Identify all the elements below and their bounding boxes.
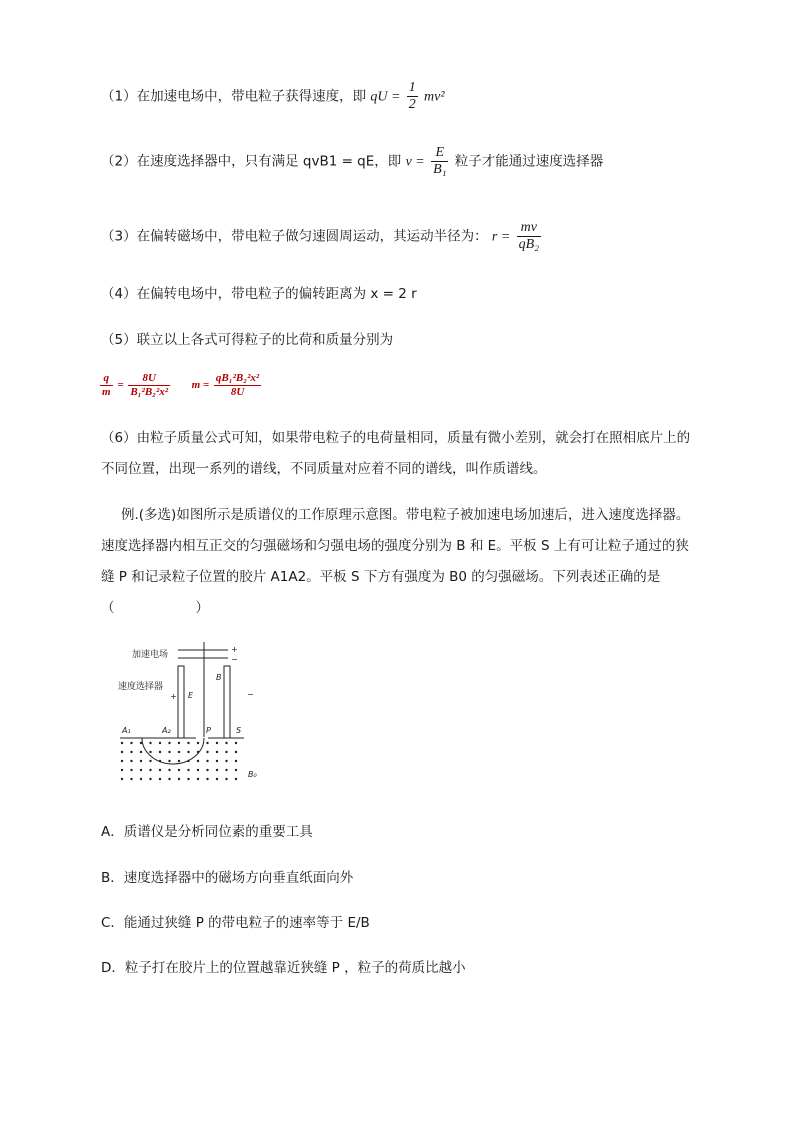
field-dot [130, 778, 132, 780]
step-3-frac-num: mv [517, 220, 541, 237]
step-2-fraction [431, 145, 448, 178]
field-dot [225, 778, 227, 780]
field-dot [149, 742, 151, 744]
step-4 [101, 284, 417, 304]
option-b-text: B．速度选择器中的磁场方向垂直纸面向外 [101, 870, 354, 886]
field-dot [121, 742, 123, 744]
step-2 [101, 145, 603, 178]
field-dot [159, 742, 161, 744]
label-accel-field: 加速电场 [132, 650, 169, 660]
step-1-text: （1）在加速电场中，带电粒子获得速度，即 [101, 88, 367, 105]
step-1 [101, 80, 445, 113]
label-S: S [236, 726, 242, 735]
field-dot [216, 778, 218, 780]
step-3-text: （3）在偏转磁场中，带电粒子做匀速圆周运动，其运动半径为： [101, 228, 488, 245]
field-dot [159, 778, 161, 780]
ratio-result-den: B₁²B₂²x² [130, 386, 169, 398]
field-dot [178, 769, 180, 771]
example-text: 例.(多选)如图所示是质谱仪的工作原理示意图。带电粒子被加速电场加速后，进入速度选择器。速度选择器内相互正交的匀强磁场和匀强电场的强度分别为 B 和 E。平板 S 上有可让粒子通过的狭缝 P 和记录粒子位置的胶片 A1A2。平板 S 下方有强度为 B0 的匀强磁场。下列表述正确的是（ ） [101, 507, 690, 616]
field-dot [206, 778, 208, 780]
field-dot [187, 751, 189, 753]
selector-plate-right [224, 666, 230, 738]
field-dot [159, 760, 161, 762]
field-dot [130, 751, 132, 753]
field-dot [206, 751, 208, 753]
step-2-frac-num: E [431, 145, 448, 162]
field-dot [140, 751, 142, 753]
field-dot [140, 769, 142, 771]
field-dot [216, 751, 218, 753]
label-A2: A₂ [162, 726, 171, 735]
step-6 [101, 423, 701, 485]
field-dot [235, 742, 237, 744]
label-velocity-selector: 速度选择器 [118, 682, 164, 692]
ratio-den: m [102, 386, 111, 398]
step-1-frac-num: 1 [408, 80, 416, 95]
ratio-result-num: 8U [128, 372, 170, 386]
option-c-text: C．能通过狭缝 P 的带电粒子的速率等于 E/B [101, 915, 370, 931]
field-dot [130, 760, 132, 762]
field-dot [149, 778, 151, 780]
field-dot [168, 742, 170, 744]
step-4-text: （4）在偏转电场中，带电粒子的偏转距离为 x = 2 r [101, 286, 417, 302]
step-2-formula-lhs: v = [405, 154, 425, 170]
field-dot [130, 742, 132, 744]
mass-num: qB₁²B₂²x² [215, 372, 260, 384]
field-dot [168, 769, 170, 771]
option-a-text: A．质谱仪是分析同位素的重要工具 [101, 824, 313, 840]
field-dot [206, 760, 208, 762]
field-dot [225, 751, 227, 753]
field-dot [168, 760, 170, 762]
field-dot [235, 778, 237, 780]
step-2-text-a: （2）在速度选择器中，只有满足 qvB1 = qE，即 [101, 153, 402, 170]
selector-plate-left [178, 666, 184, 738]
field-dot [197, 760, 199, 762]
mass-fraction [214, 372, 261, 399]
field-dot [149, 751, 151, 753]
ratio-fraction [100, 372, 113, 399]
field-dot [149, 769, 151, 771]
field-dot [235, 751, 237, 753]
field-dot [187, 778, 189, 780]
field-dot [178, 760, 180, 762]
field-dot [159, 751, 161, 753]
label-A1: A₁ [122, 726, 131, 735]
ratio-result-fraction [128, 372, 170, 399]
field-dot [225, 742, 227, 744]
field-dot [178, 751, 180, 753]
step-1-frac-den: 2 [408, 97, 416, 112]
field-dot [197, 769, 199, 771]
field-dot [235, 769, 237, 771]
field-dot [159, 769, 161, 771]
step-3 [101, 220, 543, 253]
field-dot [216, 760, 218, 762]
mass-den: 8U [230, 386, 245, 398]
option-b[interactable] [101, 868, 353, 888]
mass-lhs: m = [191, 379, 210, 392]
magnetic-field-dots [121, 742, 237, 780]
field-dot [121, 751, 123, 753]
step-1-formula-lhs: qU = [370, 89, 401, 105]
particle-trajectory [142, 738, 204, 764]
label-plus-left: + [170, 692, 177, 701]
option-a[interactable] [101, 822, 313, 842]
field-dot [130, 769, 132, 771]
field-dot [187, 760, 189, 762]
field-dot [187, 769, 189, 771]
field-dot [121, 769, 123, 771]
field-dot [206, 742, 208, 744]
label-B0: B₀ [248, 770, 257, 779]
ratio-num: q [100, 372, 113, 386]
step-2-frac-den: B₁ [433, 162, 447, 177]
label-minus-top: − [231, 655, 238, 664]
field-dot [149, 760, 151, 762]
step-1-fraction [407, 80, 418, 113]
field-dot [225, 769, 227, 771]
field-dot [216, 769, 218, 771]
label-P: P [206, 726, 211, 735]
step-6-text: （6）由粒子质量公式可知，如果带电粒子的电荷量相同，质量有微小差别，就会打在照相底片上的不同位置，出现一系列的谱线，不同质量对应着不同的谱线，叫作质谱线。 [101, 430, 691, 477]
label-B: B [216, 673, 222, 682]
label-E: E [188, 691, 194, 700]
step-3-frac-den: qB₂ [518, 237, 540, 252]
example-question [101, 500, 701, 624]
step-2-text-b: 粒子才能通过速度选择器 [454, 153, 604, 170]
field-dot [206, 769, 208, 771]
mass-spectrometer-diagram [112, 642, 272, 792]
field-dot [178, 742, 180, 744]
step-1-formula-rhs: mv² [424, 89, 445, 105]
field-dot [235, 760, 237, 762]
ratio-eq: = [117, 379, 124, 392]
field-dot [121, 760, 123, 762]
step-3-fraction [517, 220, 541, 253]
field-dot [187, 742, 189, 744]
label-plus-top: + [231, 645, 238, 654]
field-dot [216, 742, 218, 744]
field-dot [197, 751, 199, 753]
result-formulas [98, 372, 263, 399]
field-dot [168, 778, 170, 780]
step-5 [101, 330, 393, 350]
label-minus-right: − [247, 690, 254, 699]
step-5-text: （5）联立以上各式可得粒子的比荷和质量分别为 [101, 332, 394, 348]
option-d-text: D．粒子打在胶片上的位置越靠近狭缝 P ，粒子的荷质比越小 [101, 960, 466, 976]
field-dot [197, 778, 199, 780]
field-dot [178, 778, 180, 780]
field-dot [168, 751, 170, 753]
field-dot [140, 742, 142, 744]
field-dot [140, 760, 142, 762]
field-dot [197, 742, 199, 744]
option-d[interactable] [101, 958, 466, 978]
step-3-formula-lhs: r = [491, 229, 511, 245]
field-dot [140, 778, 142, 780]
field-dot [225, 760, 227, 762]
option-c[interactable] [101, 913, 370, 933]
field-dot [121, 778, 123, 780]
